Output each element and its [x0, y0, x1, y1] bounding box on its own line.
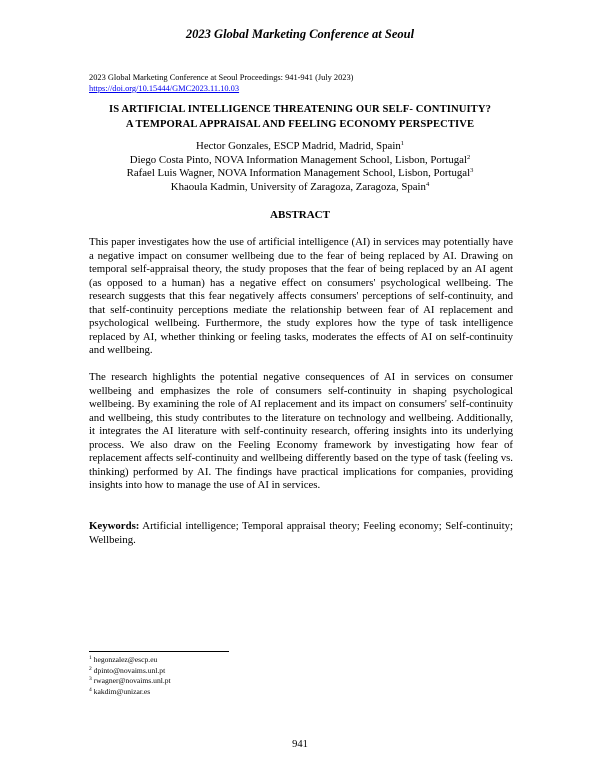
abstract-paragraph-2: The research highlights the potential negative consequences of AI in services on consumer wellbeing and emphasizes the role of consumers self-continuity in shaping psychological wellbeing. By examining the role of AI replacement and its impact on consumers' self-continuity and wellbeing, this study contributes to the literature on technology and wellbeing. Additionally, it integrates the AI literature with self-continuity research, offering insights into its underlying process. We also draw on the Feeling Economy framework by investigating how fear of replacement affects self-continuity and wellbeing differently based on the type of task (feeling vs. thinking) performed by AI. The findings have practical implications for companies, providing insights into how to manage the use of AI in services.: [89, 371, 513, 491]
footnote-1-mark: 1: [89, 655, 92, 661]
author-list: [60, 140, 540, 194]
running-header: 2023 Global Marketing Conference at Seoul: [185, 27, 415, 41]
author-1: [60, 140, 540, 154]
author-4-name: Khaoula Kadmin, University of Zaragoza, Zaragoza, Spain: [170, 180, 426, 193]
author-4-footnote-mark: 4: [425, 180, 430, 188]
doi-link[interactable]: https://doi.org/10.15444/GMC2023.11.10.03: [89, 84, 240, 93]
footnote-4: [89, 687, 171, 698]
author-3-footnote-mark: 3: [470, 167, 474, 174]
keywords-line: [89, 520, 513, 547]
footnote-3: [89, 676, 171, 687]
footnote-3-mark: 3: [89, 676, 92, 683]
page-number: 941: [292, 739, 308, 750]
footnote-1-email: hegonzalez@escp.eu: [93, 655, 158, 664]
author-3: [60, 167, 540, 181]
footnote-1: [89, 655, 171, 666]
author-2-footnote-mark: 2: [466, 153, 471, 161]
footnote-2: [89, 666, 171, 677]
keywords-label: Keywords:: [89, 520, 140, 532]
footnote-divider: [89, 651, 229, 652]
footnote-4-mark: 4: [89, 686, 92, 693]
author-1-footnote-mark: 1: [400, 140, 404, 147]
author-3-name: Rafael Luis Wagner, NOVA Information Management School, Lisbon, Portugal: [126, 167, 471, 179]
footnote-4-email: kakdim@unizar.es: [93, 686, 151, 696]
author-2-name: Diego Costa Pinto, NOVA Information Management School, Lisbon, Portugal: [129, 153, 467, 166]
author-2: [60, 154, 540, 168]
title-line-2: A TEMPORAL APPRAISAL AND FEELING ECONOMY PERSPECTIVE: [125, 118, 475, 130]
footnote-2-mark: 2: [89, 665, 92, 672]
abstract-paragraph-1: This paper investigates how the use of artificial intelligence (AI) in services may potentially have a negative impact on consumer wellbeing due to the fear of being replaced by AI. Drawing on temporal self-appraisal theory, the study proposes that the fear of being replaced by an AI agent (as opposed to a human) has a negative effect on consumers' psychological wellbeing. The research suggests that this fear negatively affects consumers' perceptions of self-continuity, and that self-continuity perceptions mediate the relationship between fear of AI replacement and psychological wellbeing. Furthermore, the study explores how the type of task intelligence replaced by AI, whether thinking or feeling tasks, moderates the effects of AI on self-continuity and wellbeing.: [89, 236, 513, 356]
paper-title: [60, 103, 540, 132]
footnote-2-email: dpinto@novaims.unl.pt: [93, 665, 166, 675]
keywords-text: Artificial intelligence; Temporal appraisal theory; Feeling economy; Self-continuity; Wellbeing.: [89, 520, 513, 546]
footnote-3-email: rwagner@novaims.unl.pt: [93, 676, 171, 686]
proceedings-citation: 2023 Global Marketing Conference at Seoul Proceedings: 941-941 (July 2023): [89, 73, 354, 82]
abstract-heading: ABSTRACT: [270, 209, 330, 221]
footnotes: [89, 655, 171, 697]
author-4: [60, 181, 540, 195]
author-1-name: Hector Gonzales, ESCP Madrid, Madrid, Spain: [196, 140, 401, 152]
title-line-1: IS ARTIFICIAL INTELLIGENCE THREATENING OUR SELF- CONTINUITY?: [109, 104, 491, 115]
